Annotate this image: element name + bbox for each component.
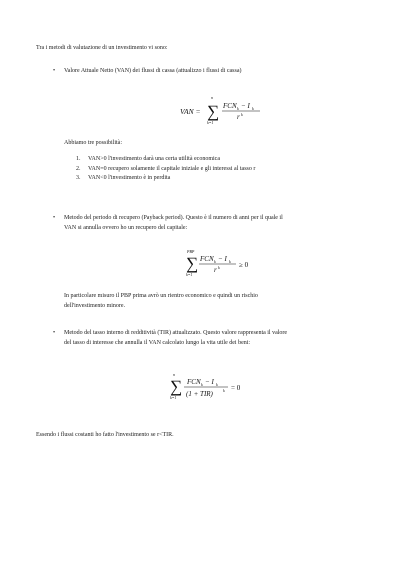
bullet-1: • (53, 68, 56, 74)
van-formula (178, 92, 270, 135)
denominator-2: r (214, 266, 217, 274)
sum-lower-3: k=1 (170, 395, 177, 400)
sum-upper-1: n (211, 95, 213, 100)
pbp-bullet-text-2: VAN si annulla ovvero ho un recupero del capitale: (64, 225, 188, 231)
pbp-formula (184, 248, 256, 283)
pbp-formula-svg (184, 248, 256, 278)
list-item-3-num: 3. (76, 175, 81, 181)
pbp-after-1: In particolare misuro il PBP prima avrò un rientro economico e quindi un rischio (64, 293, 258, 299)
tir-bullet-text-2: del tasso di interesse che annulla il VAN calcolato lungo la vita utile dei beni: (64, 340, 251, 346)
numerator-3: FCN (187, 378, 201, 386)
numerator-rest-2: − I (218, 255, 227, 263)
sum-symbol-2: ∑ (186, 254, 199, 273)
tir-formula-svg (168, 370, 250, 402)
numerator-rest-sub-2: k (229, 259, 231, 264)
sum-symbol-1: ∑ (207, 102, 220, 121)
pbp-bullet-text-1: Metodo del periodo di recupero (Payback period). Questo è il numero di anni per il quale il (64, 215, 283, 221)
denominator-sup-1: k (241, 112, 243, 117)
denominator-1: r (237, 113, 240, 121)
denominator-sup-2: k (218, 265, 220, 270)
numerator-rest-sub-1: k (252, 106, 254, 111)
numerator-sub-3: k (201, 382, 203, 387)
list-item-2-text: VAN=0 recupero solamente il capitale iniziale e gli interessi al tasso r (88, 166, 256, 172)
numerator-1: FCN (223, 102, 237, 110)
sum-upper-2: PBP (187, 249, 195, 254)
pbp-after-2: dell'investimento minore. (64, 303, 126, 309)
rhs-2: ≥ 0 (239, 261, 249, 269)
bullet-3: • (53, 330, 56, 336)
numerator-sub-1: k (237, 106, 239, 111)
sum-symbol-3: ∑ (170, 377, 183, 396)
denominator-3: (1 + TIR) (186, 390, 213, 398)
intro-text: Tra i metodi di valutazione di un investimento vi sono: (36, 45, 168, 51)
list-item-2-num: 2. (76, 166, 81, 172)
van-lhs: VAN = (180, 107, 201, 116)
sum-lower-1: k=1 (207, 120, 214, 125)
van-bullet-text: Valore Attuale Netto (VAN) dei flussi di cassa (attualizzo i flussi di cassa) (64, 68, 242, 74)
list-item-1-text: VAN>0 l'investimento darà una certa utilità economica (88, 156, 220, 162)
sum-lower-2: k=1 (186, 272, 193, 277)
numerator-rest-sub-3: k (216, 382, 218, 387)
tir-formula (168, 370, 250, 407)
rhs-3: = 0 (231, 384, 241, 392)
van-formula-svg (178, 92, 270, 130)
sum-upper-3: n (173, 372, 175, 377)
possibilities-intro: Abbiamo tre possibilità: (64, 140, 122, 146)
list-item-1-num: 1. (76, 156, 81, 162)
numerator-rest-3: − I (205, 378, 214, 386)
numerator-2: FCN (200, 255, 214, 263)
denominator-sup-3: k (223, 388, 225, 393)
list-item-3-text: VAN<0 l'investimento è in perdita (88, 175, 171, 181)
bullet-2: • (53, 215, 56, 221)
numerator-sub-2: k (214, 259, 216, 264)
closing-text: Essendo i flussi costanti ho fatto l'investimento se r<TIR. (36, 432, 174, 438)
tir-bullet-text-1: Metodo del tasso interno di redditività (TIR) attualizzato. Questo valore rappresenta il valore (64, 330, 288, 336)
numerator-rest-1: − I (241, 102, 250, 110)
